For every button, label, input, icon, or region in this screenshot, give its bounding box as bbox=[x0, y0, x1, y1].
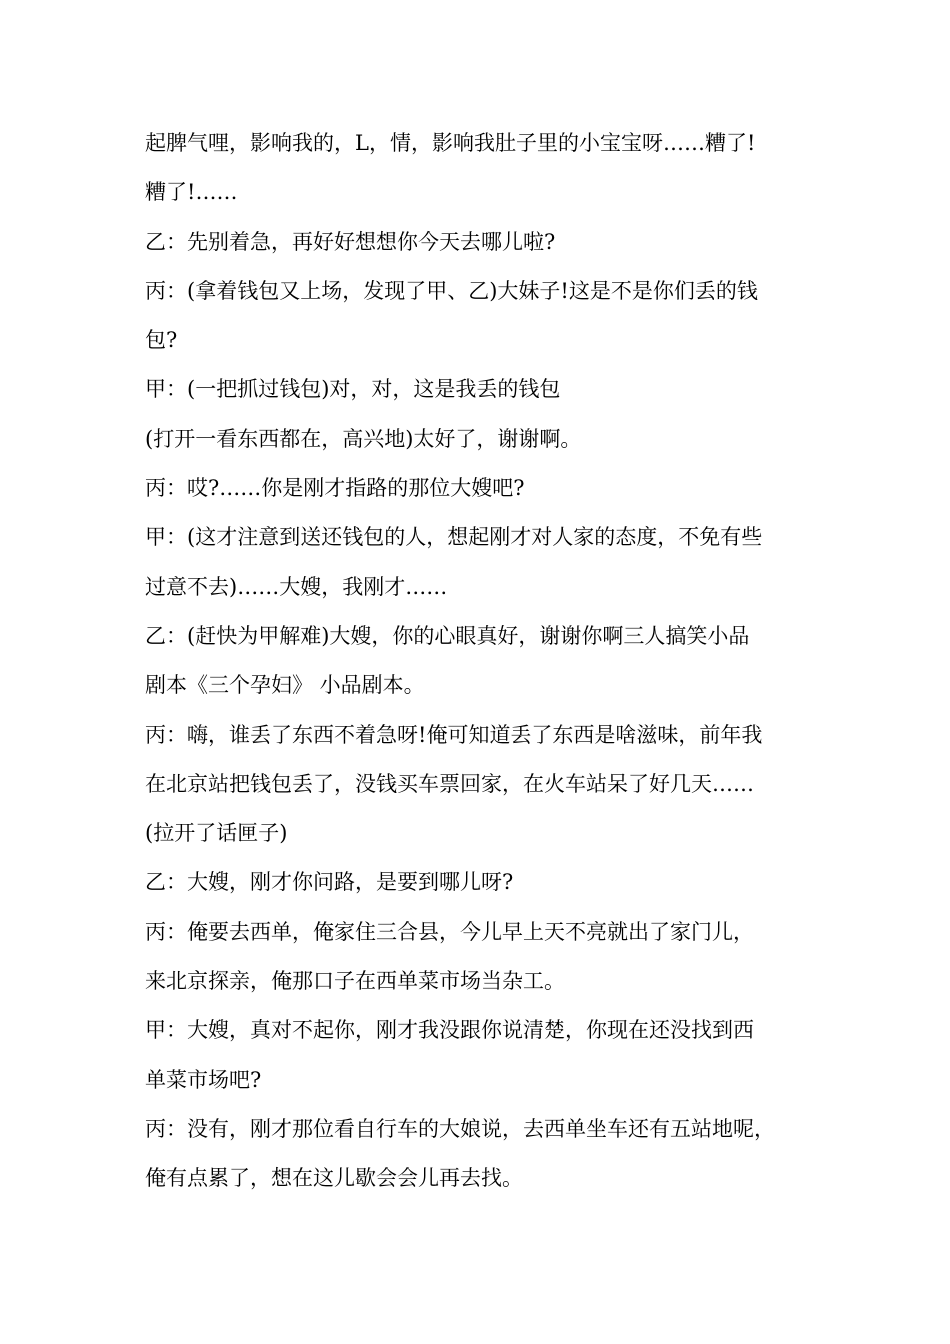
text-line: 丙：(拿着钱包又上场，发现了甲、乙)大妹子!这是不是你们丢的钱 bbox=[145, 278, 758, 303]
text-line: 丙：没有，刚才那位看自行车的大娘说，去西单坐车还有五站地呢， bbox=[145, 1116, 775, 1141]
text-line: 在北京站把钱包丢了，没钱买车票回家，在火车站呆了好几天…… bbox=[145, 771, 754, 796]
text-line: 乙：大嫂，刚才你问路，是要到哪儿呀? bbox=[145, 870, 514, 895]
text-line: 单菜市场吧? bbox=[145, 1067, 262, 1092]
text-line: 甲：大嫂，真对不起你，刚才我没跟你说清楚，你现在还没找到西 bbox=[145, 1018, 754, 1043]
text-line: 来北京探亲，俺那口子在西单菜市场当杂工。 bbox=[145, 969, 565, 994]
text-line: 过意不去)……大嫂，我刚才…… bbox=[145, 574, 448, 599]
text-line: 乙：(赶快为甲解难)大嫂，你的心眼真好，谢谢你啊三人搞笑小品 bbox=[145, 623, 750, 648]
document-body bbox=[145, 119, 825, 1204]
text-line: 甲：(这才注意到送还钱包的人，想起刚才对人家的态度，不免有些 bbox=[145, 525, 763, 550]
text-line: 丙：嗨，谁丢了东西不着急呀!俺可知道丢了东西是啥滋味，前年我 bbox=[145, 722, 763, 747]
text-line: 俺有点累了，想在这儿歇会会儿再去找。 bbox=[145, 1166, 523, 1191]
text-line: (打开一看东西都在，高兴地)太好了，谢谢啊。 bbox=[145, 426, 582, 451]
text-line: 糟了!…… bbox=[145, 180, 238, 205]
text-line: 丙：哎?……你是刚才指路的那位大嫂吧? bbox=[145, 476, 525, 501]
text-line: 甲：(一把抓过钱包)对，对，这是我丢的钱包 bbox=[145, 377, 561, 402]
text-line: 乙：先别着急，再好好想想你今天去哪儿啦? bbox=[145, 229, 556, 254]
text-line: (拉开了话匣子) bbox=[145, 821, 288, 846]
text-line: 剧本《三个孕妇》 小品剧本。 bbox=[145, 673, 425, 698]
text-line: 包? bbox=[145, 328, 178, 353]
text-line: 丙：俺要去西单，俺家住三合县，今儿早上天不亮就出了家门儿， bbox=[145, 919, 754, 944]
text-line: 起脾气哩，影响我的，L，情，影响我肚子里的小宝宝呀……糟了! bbox=[145, 131, 756, 155]
